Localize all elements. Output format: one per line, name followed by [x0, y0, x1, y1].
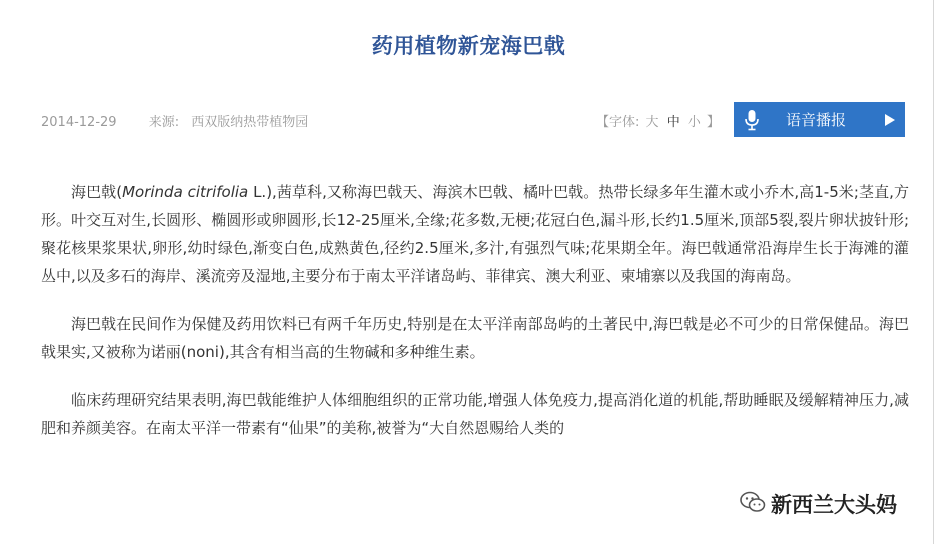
- wechat-icon: [740, 491, 766, 518]
- font-size-selector: [596, 111, 720, 130]
- microphone-icon: [734, 102, 770, 137]
- paragraph-2: 海巴戟在民间作为保健及药用饮料已有两千年历史,特别是在太平洋南部岛屿的土著民中,海巴戟是必不可少的日常保健品。海巴戟果实,又被称为诺丽(noni),其含有相当高的生物碱和多种维生素。: [41, 315, 909, 361]
- font-size-small[interactable]: 小: [687, 115, 701, 130]
- source-value: 西双版纳热带植物园: [191, 115, 309, 130]
- paragraph-1-rest: L.),茜草科,又称海巴戟天、海滨木巴戟、橘叶巴戟。热带长绿多年生灌木或小乔木,高1-5米;茎直,方形。叶交互对生,长圆形、椭圆形或卵圆形,长12-25厘米,全缘;花多数,无梗;花冠白色,漏斗形,长约1.5厘米,顶部5裂,裂片卵状披针形;聚花核果浆果状,卵形,幼时绿色,渐变白色,成熟黄色,径约2.5厘米,多汁,有强烈气味;花果期全年。海巴戟通常沿海岸生长于海滩的灌丛中,以及多石的海岸、溪流旁及湿地,主要分布于南太平洋诸岛屿、菲律宾、澳大利亚、柬埔寨以及我国的海南岛。: [41, 183, 910, 285]
- font-size-prefix: 【字体:: [596, 115, 640, 130]
- font-size-large[interactable]: 大: [645, 115, 659, 130]
- watermark: [737, 490, 900, 518]
- page-border: [933, 0, 934, 544]
- font-size-medium[interactable]: 中: [666, 115, 680, 130]
- article-title: 药用植物新宠海巴戟: [371, 34, 566, 58]
- publish-date: 2014-12-29: [41, 115, 117, 130]
- watermark-text: 新西兰大头妈: [771, 493, 897, 517]
- paragraph-3: 临床药理研究结果表明,海巴戟能维护人体细胞组织的正常功能,增强人体免疫力,提高消化道的机能,帮助睡眠及缓解精神压力,减肥和养颜美容。在南太平洋一带素有“仙果”的美称,被誉为“大自然恩赐给人类的: [41, 391, 909, 437]
- audio-broadcast-button[interactable]: [734, 102, 905, 137]
- font-size-suffix: 】: [707, 115, 721, 130]
- paragraph-1: [41, 178, 909, 290]
- source-label: 来源:: [148, 115, 180, 130]
- play-icon: [875, 102, 905, 137]
- article-meta: [41, 111, 308, 130]
- paragraph-1-start: 海巴戟(: [71, 183, 123, 201]
- audio-broadcast-label: 语音播报: [786, 111, 847, 129]
- scientific-name: Morinda citrifolia: [122, 183, 249, 201]
- article-body: [41, 178, 909, 442]
